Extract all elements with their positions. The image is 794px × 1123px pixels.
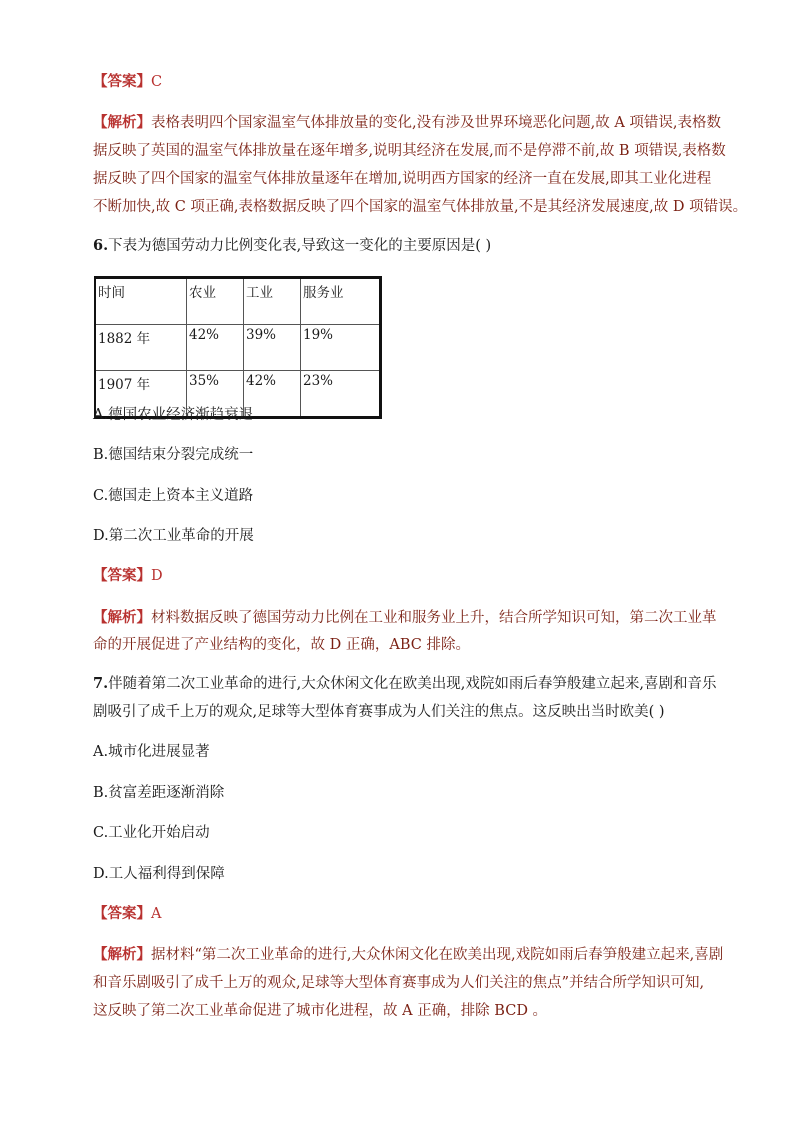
table-header-cell: 农业 (187, 278, 244, 325)
q5-explanation-line-1: 【解析】表格表明四个国家温室气体排放量的变化,没有涉及世界环境恶化问题,故 A 项错误,表格数 (93, 114, 722, 131)
q7-explanation-line-1: 【解析】据材料“第二次工业革命的进行,大众休闲文化在欧美出现,戏院如雨后春笋般建立起来,喜剧 (93, 946, 724, 963)
table-cell: 35% (187, 371, 244, 418)
answer-label: 【答案】 (93, 73, 151, 90)
table-cell: 23% (301, 371, 381, 418)
table-cell: 39% (244, 325, 301, 371)
q7-option-d: D.工人福利得到保障 (93, 866, 225, 882)
table-cell: 19% (301, 325, 381, 371)
table-cell: 1907 年 (95, 371, 187, 418)
q5-explanation-line-3: 据反映了四个国家的温室气体排放量逐年在增加,说明西方国家的经济一直在发展,即其工业化进程 (93, 171, 712, 187)
table-cell: 42% (244, 371, 301, 418)
table-row (95, 325, 381, 371)
q7-explanation-line-2: 和音乐剧吸引了成千上万的观众,足球等大型体育赛事成为人们关注的焦点”并结合所学知识可知, (93, 975, 705, 991)
answer-value: C (151, 74, 163, 90)
explain-label: 【解析】 (93, 609, 151, 626)
table-header-cell: 时间 (95, 278, 187, 325)
answer-value: A (151, 906, 162, 922)
q6-explanation-line-1: 【解析】材料数据反映了德国劳动力比例在工业和服务业上升，结合所学知识可知，第二次工业革 (93, 609, 717, 626)
q7-answer (93, 904, 161, 924)
q6-explanation-line-2: 命的开展促进了产业结构的变化，故 D 正确，ABC 排除。 (93, 637, 470, 653)
answer-label: 【答案】 (93, 905, 151, 922)
q5-answer (93, 72, 162, 92)
q7-option-c: C.工业化开始启动 (93, 825, 210, 841)
table-header-cell: 工业 (244, 278, 301, 325)
answer-label: 【答案】 (93, 567, 151, 584)
q7-option-a: A.城市化进展显著 (93, 744, 210, 760)
q5-explanation-line-4: 不断加快,故 C 项正确,表格数据反映了四个国家的温室气体排放量,不是其经济发展速度,故 D 项错误。 (93, 199, 748, 215)
q6-option-d: D.第二次工业革命的开展 (93, 528, 254, 544)
q6-option-a: A.德国农业经济渐趋衰退 (93, 407, 254, 423)
q7-stem-line-1: 7.伴随着第二次工业革命的进行,大众休闲文化在欧美出现,戏院如雨后春笋般建立起来,喜剧和音乐 (93, 675, 717, 692)
explain-label: 【解析】 (93, 114, 151, 131)
table-cell: 42% (187, 325, 244, 371)
q6-answer (93, 566, 163, 586)
answer-value: D (151, 568, 163, 584)
explain-label: 【解析】 (93, 946, 151, 963)
labor-ratio-table (94, 276, 382, 419)
q6-option-c: C.德国走上资本主义道路 (93, 488, 254, 504)
q7-stem-line-2: 剧吸引了成千上万的观众,足球等大型体育赛事成为人们关注的焦点。这反映出当时欧美( ) (93, 704, 665, 720)
table-header-row (95, 278, 381, 325)
q5-explanation-line-2: 据反映了英国的温室气体排放量在逐年增多,说明其经济在发展,而不是停滞不前,故 B 项错误,表格数 (93, 143, 726, 159)
q7-option-b: B.贫富差距逐渐消除 (93, 785, 225, 801)
q7-explanation-line-3: 这反映了第二次工业革命促进了城市化进程，故 A 正确，排除 BCD 。 (93, 1003, 548, 1019)
q6-stem: 6.下表为德国劳动力比例变化表,导致这一变化的主要原因是( ) (93, 237, 492, 254)
table-cell: 1882 年 (95, 325, 187, 371)
question-number: 6. (93, 237, 109, 254)
table-header-cell: 服务业 (301, 278, 381, 325)
q6-option-b: B.德国结束分裂完成统一 (93, 447, 254, 463)
question-number: 7. (93, 675, 109, 692)
